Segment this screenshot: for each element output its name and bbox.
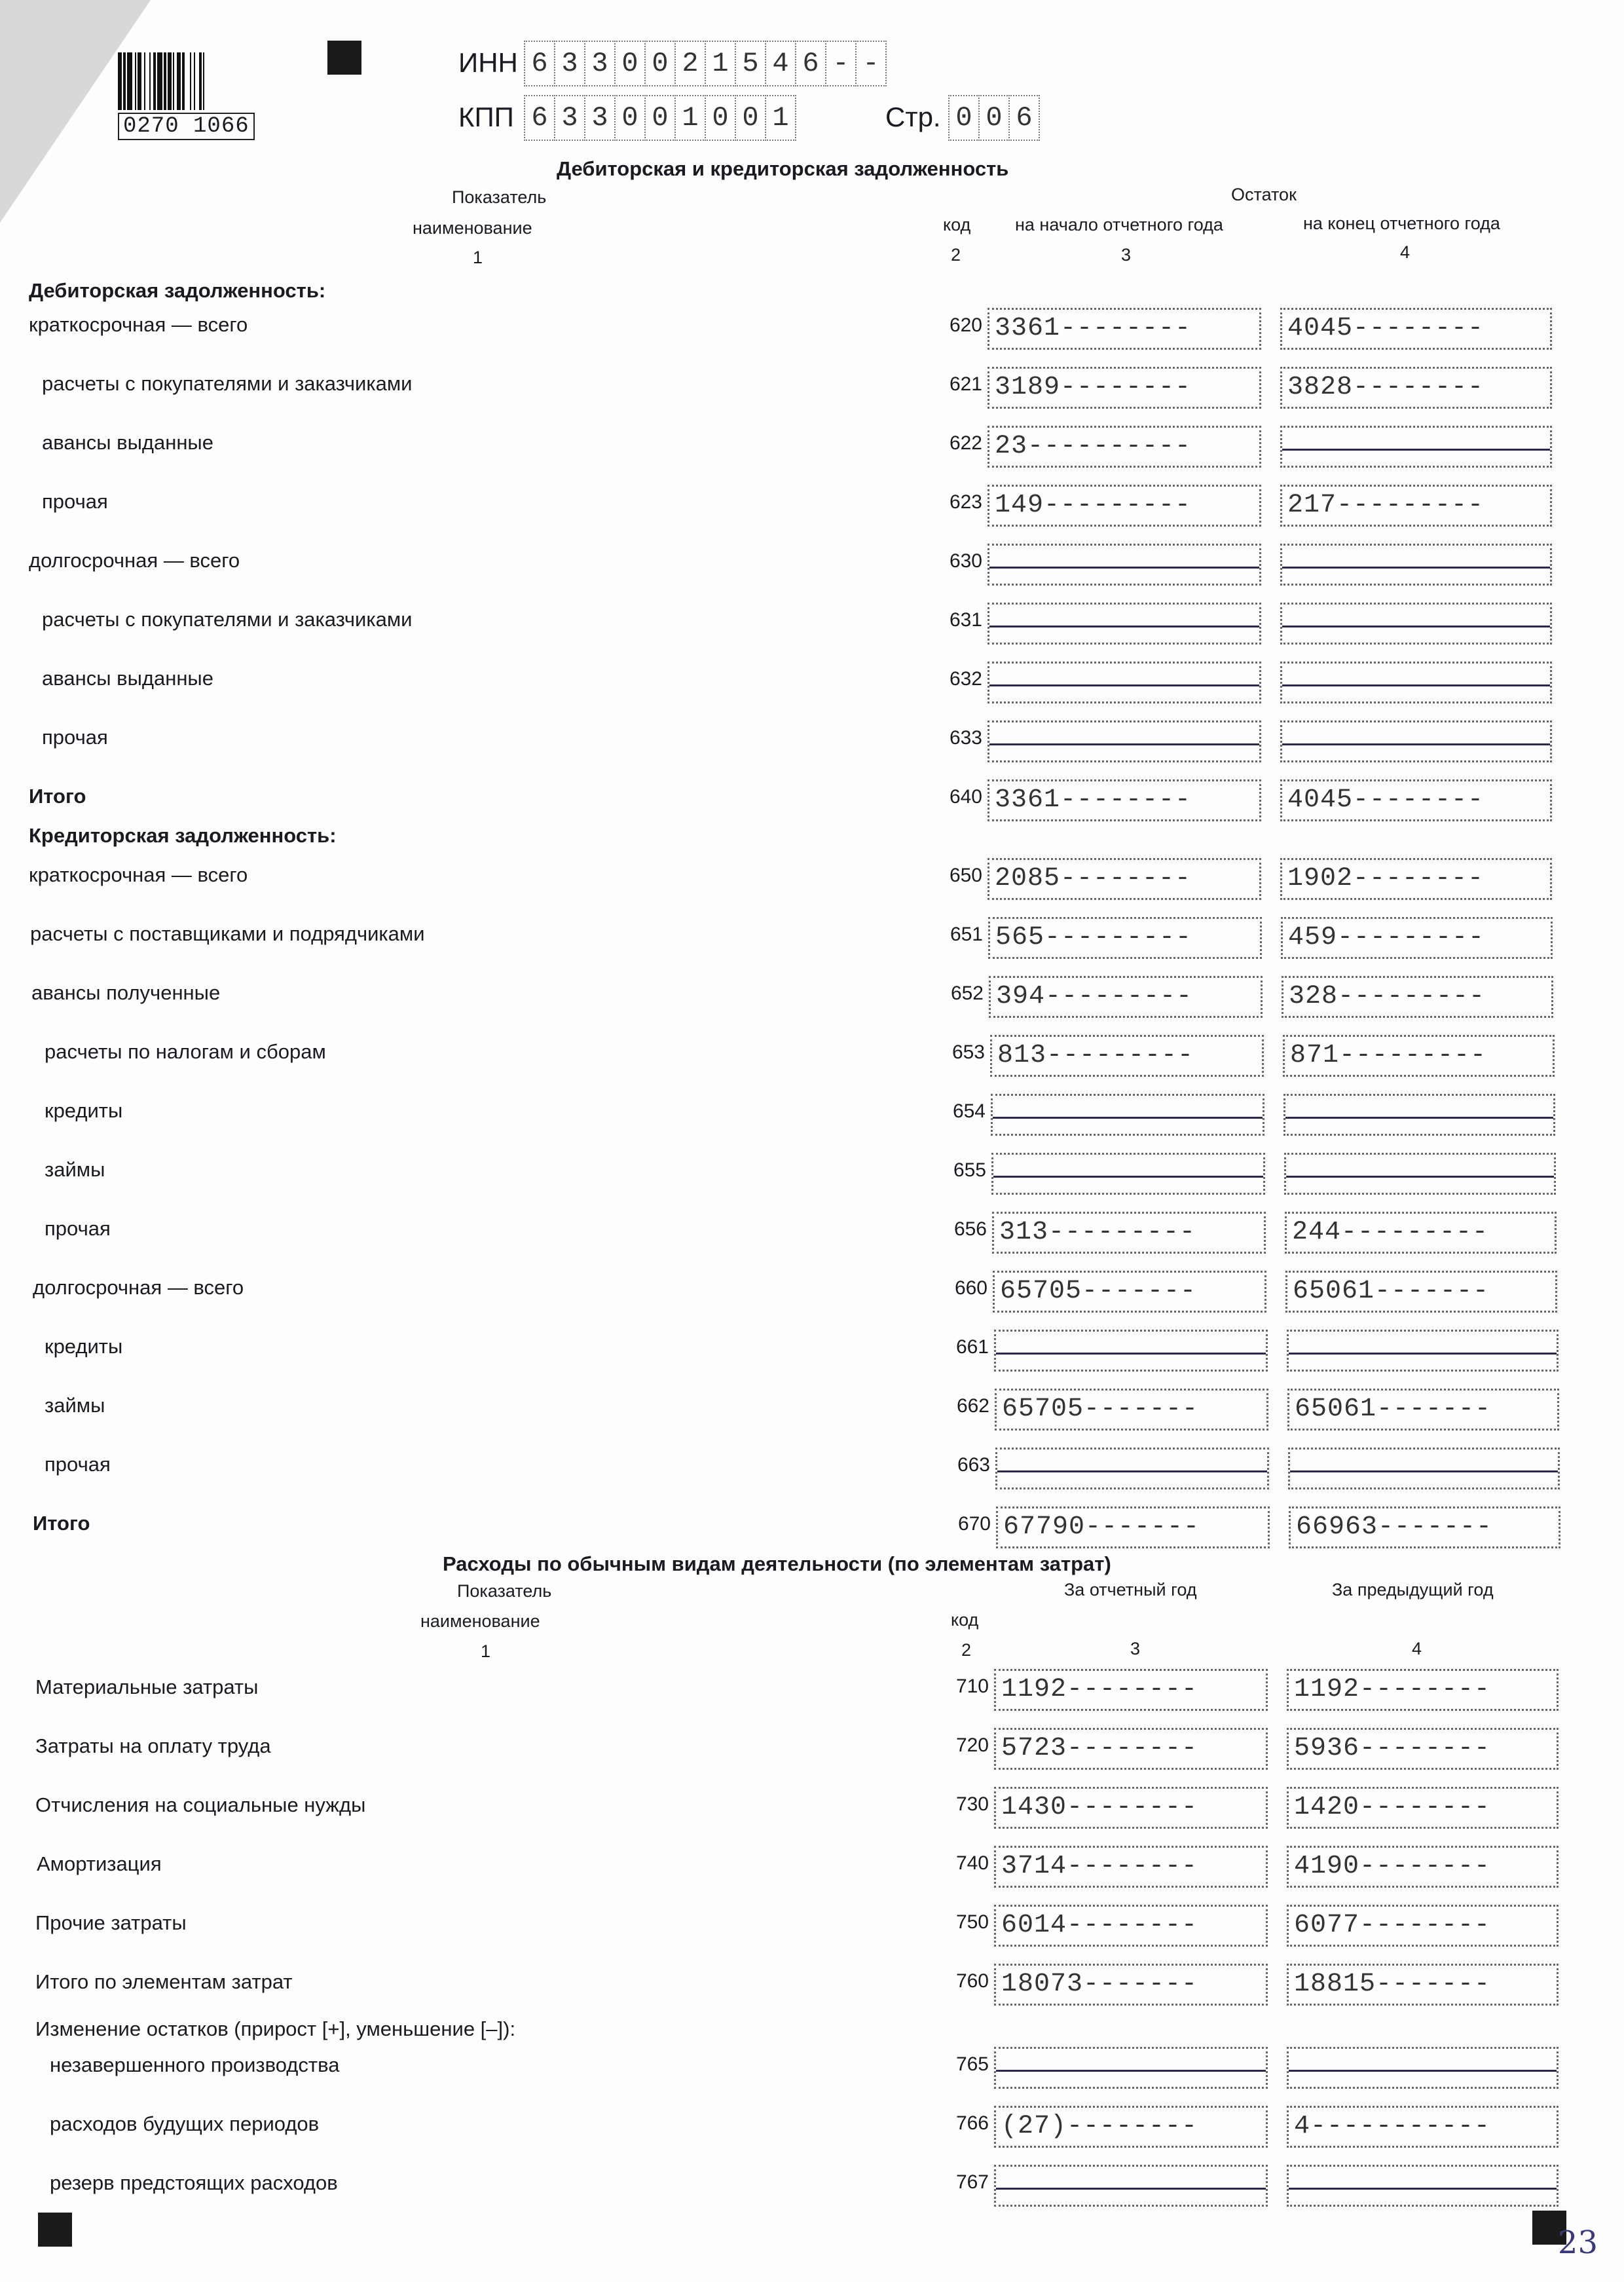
kpp-cell: 3 [554, 95, 585, 141]
debt-start-field[interactable] [991, 1153, 1265, 1195]
empty-line [993, 1117, 1263, 1119]
debt-start-value: 67790------- [1003, 1512, 1200, 1542]
debt-start-value: 65705------- [1002, 1394, 1199, 1424]
expense-current-value: (27)-------- [1001, 2112, 1198, 2141]
debt-start-field[interactable] [987, 779, 1261, 821]
expense-row-code: 766 [955, 2112, 989, 2134]
debt-row-code: 663 [957, 1454, 990, 1476]
debt-row-code: 656 [953, 1218, 987, 1240]
expense-prev-value: 5936-------- [1294, 1734, 1491, 1763]
debt-start-field[interactable] [995, 1448, 1269, 1489]
expense-row-code: 720 [955, 1734, 989, 1756]
page-cell: 6 [1008, 95, 1040, 141]
empty-line [1285, 1117, 1553, 1119]
debt-row-label: Итого [33, 1512, 90, 1535]
debt-row-code: 620 [949, 314, 982, 336]
debt-row-label: расчеты с покупателями и заказчиками [42, 608, 413, 631]
debt-end-field[interactable] [1283, 1094, 1555, 1136]
barcode-bar [185, 52, 190, 110]
debt-row-label: авансы выданные [42, 667, 213, 690]
expense-row-code: 740 [955, 1852, 989, 1874]
inn-cell: 0 [614, 41, 646, 86]
expense-current-value: 5723-------- [1001, 1734, 1198, 1763]
debt-row-code: 640 [949, 786, 982, 808]
expense-current-value: 6014-------- [1001, 1911, 1198, 1940]
expense-prev-field[interactable] [1287, 1846, 1559, 1888]
registration-marker-bottom-left [38, 2213, 72, 2247]
debt-end-field[interactable] [1280, 544, 1552, 586]
debt-col-name: наименование [413, 218, 532, 238]
barcode-bars [118, 52, 268, 110]
expense-prev-value: 4190-------- [1294, 1852, 1491, 1881]
debt-start-field[interactable] [987, 485, 1261, 527]
expense-row-label: Итого по элементам затрат [35, 1970, 293, 1993]
debt-row-label: кредиты [45, 1099, 123, 1122]
debt-row-code: 650 [949, 865, 982, 886]
debt-start-value: 23---------- [995, 432, 1192, 461]
registration-marker-top [327, 41, 361, 75]
kpp-cell: 6 [524, 95, 555, 141]
debt-section-title: Дебиторская и кредиторская задолженность [557, 157, 1009, 180]
debt-start-field[interactable] [993, 1271, 1266, 1313]
debt-start-field[interactable] [990, 1035, 1264, 1077]
expense-row-label: резерв предстоящих расходов [50, 2171, 338, 2194]
debt-end-field[interactable] [1282, 976, 1553, 1018]
barcode-bar [127, 52, 132, 110]
debt-row-code: 660 [954, 1277, 987, 1299]
expense-prev-field[interactable] [1287, 1669, 1559, 1711]
debt-end-value: 4045-------- [1287, 314, 1485, 343]
expense-row-label: незавершенного производства [50, 2053, 340, 2076]
debt-end-field[interactable] [1280, 720, 1552, 762]
debt-end-field[interactable] [1280, 858, 1552, 900]
exp-col1: 1 [481, 1641, 491, 1661]
debt-row-label: займы [45, 1158, 105, 1181]
debt-start-value: 2085-------- [995, 864, 1192, 893]
debt-end-field[interactable] [1280, 308, 1552, 350]
expense-current-field[interactable] [994, 1728, 1268, 1770]
barcode-bar [157, 52, 162, 110]
debt-row-code: 651 [950, 924, 983, 945]
expense-prev-value: 18815------- [1294, 1970, 1491, 1999]
kpp-label: КПП [458, 102, 514, 132]
debt-start-field[interactable] [989, 976, 1263, 1018]
expense-current-field[interactable] [994, 1787, 1268, 1829]
debt-start-value: 65705------- [1000, 1277, 1197, 1306]
expense-current-value: 1192-------- [1001, 1675, 1198, 1704]
expense-row-label: Прочие затраты [35, 1911, 187, 1934]
kpp-cell: 1 [674, 95, 706, 141]
inn-cell: - [855, 41, 887, 86]
debt-end-value: 1902-------- [1287, 864, 1485, 893]
expense-row-code: 765 [955, 2053, 989, 2075]
debt-start-field[interactable] [987, 720, 1261, 762]
expense-prev-field[interactable] [1287, 2106, 1559, 2148]
debt-end-field[interactable] [1280, 603, 1552, 645]
debt-row-code: 662 [956, 1395, 989, 1417]
debt-row-label: кредиты [45, 1335, 123, 1358]
debt-end-value: 65061------- [1295, 1394, 1492, 1424]
debt-row-label: прочая [42, 726, 108, 749]
debt-start-field[interactable] [995, 1389, 1268, 1431]
payables-heading: Кредиторская задолженность: [29, 824, 337, 847]
expense-prev-value: 1192-------- [1294, 1675, 1491, 1704]
expense-row-code: 730 [955, 1793, 989, 1815]
barcode-bar [204, 52, 207, 110]
debt-start-field[interactable] [987, 308, 1261, 350]
debt-row-code: 633 [949, 727, 982, 749]
kpp-cell: 0 [735, 95, 766, 141]
debt-start-field[interactable] [987, 662, 1261, 703]
debt-row-code: 621 [949, 373, 982, 395]
debt-end-value: 65061------- [1293, 1277, 1490, 1306]
page-cell: 0 [948, 95, 980, 141]
expense-current-field[interactable] [994, 1669, 1268, 1711]
debt-end-field[interactable] [1285, 1271, 1557, 1313]
inn-cell: 4 [765, 41, 796, 86]
debt-row-label: Итого [29, 785, 86, 808]
exp-col4: 4 [1412, 1639, 1422, 1658]
receivables-heading: Дебиторская задолженность: [29, 279, 326, 302]
debt-row-label: долгосрочная — всего [29, 549, 240, 572]
debt-row-code: 631 [949, 609, 982, 631]
debt-row-label: прочая [45, 1217, 111, 1240]
page-cell: 0 [978, 95, 1010, 141]
debt-col2: 2 [951, 245, 961, 265]
exp-col-indicator: Показатель [457, 1581, 552, 1601]
empty-line [996, 1353, 1266, 1355]
barcode [118, 52, 268, 139]
debt-row-code: 632 [949, 668, 982, 690]
empty-line [996, 2188, 1266, 2190]
debt-start-field[interactable] [988, 917, 1262, 959]
debt-row-code: 655 [953, 1159, 986, 1181]
debt-start-value: 313--------- [999, 1218, 1196, 1247]
expense-prev-value: 4----------- [1294, 2112, 1491, 2141]
empty-line [989, 743, 1259, 745]
exp-col-name: наименование [420, 1611, 540, 1631]
debt-end-field[interactable] [1280, 426, 1552, 468]
debt-start-field[interactable] [996, 1506, 1270, 1548]
debt-row-label: расчеты с покупателями и заказчиками [42, 372, 413, 395]
debt-start-field[interactable] [991, 1094, 1264, 1136]
debt-end-value: 459--------- [1288, 923, 1485, 952]
expense-row-label: Амортизация [37, 1852, 162, 1875]
kpp-cell: 0 [705, 95, 736, 141]
debt-start-value: 3189-------- [995, 373, 1192, 402]
empty-line [989, 626, 1259, 627]
inn-cell: 3 [554, 41, 585, 86]
inn-cell: 3 [584, 41, 616, 86]
debt-end-value: 871--------- [1290, 1041, 1487, 1070]
expense-row-code: 750 [955, 1911, 989, 1933]
debt-start-value: 3361-------- [995, 314, 1192, 343]
expense-current-field[interactable] [994, 2165, 1268, 2207]
debt-start-field[interactable] [987, 544, 1261, 586]
debt-end-field[interactable] [1284, 1153, 1556, 1195]
expense-current-field[interactable] [994, 1846, 1268, 1888]
exp-col-current: За отчетный год [1064, 1580, 1197, 1599]
expenses-section-title: Расходы по обычным видам деятельности (по элементам затрат) [443, 1552, 1111, 1575]
debt-col-indicator: Показатель [452, 187, 547, 207]
debt-end-value: 217--------- [1287, 491, 1485, 520]
debt-row-label: займы [45, 1394, 105, 1417]
expense-row-code: 710 [955, 1675, 989, 1697]
page-label: Стр. [885, 102, 941, 132]
debt-end-field[interactable] [1288, 1448, 1560, 1489]
debt-row-label: авансы полученные [31, 981, 221, 1004]
page-number: 23 [1557, 2224, 1598, 2261]
empty-line [997, 1470, 1267, 1472]
debt-row-label: краткосрочная — всего [29, 313, 248, 336]
empty-line [1282, 567, 1550, 569]
debt-end-field[interactable] [1287, 1330, 1559, 1372]
debt-row-label: долгосрочная — всего [33, 1276, 244, 1299]
empty-line [996, 2070, 1266, 2072]
debt-start-value: 394--------- [996, 982, 1193, 1011]
exp-col2: 2 [961, 1640, 972, 1660]
page-field [948, 95, 1039, 141]
debt-row-code: 661 [955, 1336, 989, 1358]
expense-row-label: расходов будущих периодов [50, 2112, 320, 2135]
change-heading: Изменение остатков (прирост [+], уменьшение [–]): [35, 2017, 516, 2040]
expense-current-field[interactable] [994, 1905, 1268, 1947]
inn-cell: - [825, 41, 857, 86]
exp-col3: 3 [1130, 1639, 1141, 1658]
debt-start-field[interactable] [987, 367, 1261, 409]
empty-line [1282, 684, 1550, 686]
expense-row-code: 767 [955, 2171, 989, 2193]
expense-current-value: 18073------- [1001, 1970, 1198, 1999]
exp-col-prev: За предыдущий год [1332, 1580, 1494, 1599]
debt-start-value: 3361-------- [995, 785, 1192, 815]
debt-row-label: прочая [42, 490, 108, 513]
kpp-cell: 1 [765, 95, 796, 141]
debt-row-code: 652 [950, 982, 984, 1004]
barcode-number: 0270 1066 [118, 113, 255, 140]
debt-start-field[interactable] [987, 858, 1261, 900]
debt-col3: 3 [1121, 245, 1132, 265]
debt-col-code: код [943, 215, 971, 234]
debt-end-value: 328--------- [1289, 982, 1486, 1011]
expense-prev-field[interactable] [1287, 2165, 1559, 2207]
debt-end-field[interactable] [1283, 1035, 1555, 1077]
debt-end-field[interactable] [1281, 917, 1553, 959]
debt-end-value: 4045-------- [1287, 785, 1485, 815]
debt-row-code: 654 [952, 1100, 986, 1122]
debt-row-code: 630 [949, 550, 982, 572]
debt-row-label: расчеты по налогам и сборам [45, 1040, 326, 1063]
debt-row-code: 670 [957, 1513, 991, 1535]
debt-start-field[interactable] [987, 603, 1261, 645]
empty-line [1289, 2070, 1557, 2072]
inn-cell: 5 [735, 41, 766, 86]
expense-row-label: Затраты на оплату труда [35, 1734, 271, 1757]
expense-prev-field[interactable] [1287, 1787, 1559, 1829]
empty-line [1282, 626, 1550, 627]
expense-current-field[interactable] [994, 2106, 1268, 2148]
inn-label: ИНН [458, 47, 518, 78]
kpp-field [524, 95, 795, 141]
debt-col-remain: Остаток [1231, 185, 1297, 204]
exp-col-code: код [951, 1610, 979, 1630]
debt-start-field[interactable] [994, 1330, 1268, 1372]
debt-col1: 1 [473, 248, 483, 267]
debt-end-field[interactable] [1285, 1212, 1557, 1254]
debt-row-label: прочая [45, 1453, 111, 1476]
debt-start-field[interactable] [987, 426, 1261, 468]
expense-row-code: 760 [955, 1970, 989, 1992]
empty-line [989, 684, 1259, 686]
debt-col-start: на начало отчетного года [1015, 215, 1223, 234]
debt-row-label: авансы выданные [42, 431, 213, 454]
expense-current-field[interactable] [994, 2047, 1268, 2089]
expense-prev-value: 6077-------- [1294, 1911, 1491, 1940]
debt-end-field[interactable] [1289, 1506, 1560, 1548]
empty-line [993, 1176, 1263, 1178]
debt-end-field[interactable] [1280, 779, 1552, 821]
debt-col-end: на конец отчетного года [1303, 214, 1500, 233]
expense-row-label: Материальные затраты [35, 1675, 259, 1698]
debt-end-value: 66963------- [1296, 1512, 1493, 1542]
inn-cell: 0 [644, 41, 676, 86]
kpp-cell: 0 [644, 95, 676, 141]
debt-end-field[interactable] [1280, 485, 1552, 527]
debt-row-label: расчеты с поставщиками и подрядчиками [30, 922, 425, 945]
expense-current-value: 1430-------- [1001, 1793, 1198, 1822]
expense-row-label: Отчисления на социальные нужды [35, 1793, 366, 1816]
debt-end-field[interactable] [1287, 1389, 1559, 1431]
kpp-cell: 0 [614, 95, 646, 141]
kpp-cell: 3 [584, 95, 616, 141]
debt-end-value: 244--------- [1292, 1218, 1489, 1247]
inn-field [524, 41, 885, 86]
debt-end-field[interactable] [1280, 662, 1552, 703]
expense-current-value: 3714-------- [1001, 1852, 1198, 1881]
expense-current-field[interactable] [994, 1964, 1268, 2006]
debt-end-field[interactable] [1280, 367, 1552, 409]
empty-line [989, 567, 1259, 569]
expense-prev-field[interactable] [1287, 2047, 1559, 2089]
inn-cell: 2 [674, 41, 706, 86]
debt-row-code: 623 [949, 491, 982, 513]
debt-row-code: 622 [949, 432, 982, 454]
inn-cell: 6 [524, 41, 555, 86]
empty-line [1282, 743, 1550, 745]
expense-prev-value: 1420-------- [1294, 1793, 1491, 1822]
debt-start-field[interactable] [992, 1212, 1266, 1254]
expense-prev-field[interactable] [1287, 1905, 1559, 1947]
debt-row-label: краткосрочная — всего [29, 863, 248, 886]
debt-start-value: 149--------- [995, 491, 1192, 520]
expense-prev-field[interactable] [1287, 1964, 1559, 2006]
debt-end-value: 3828-------- [1287, 373, 1485, 402]
expense-prev-field[interactable] [1287, 1728, 1559, 1770]
debt-col4: 4 [1400, 242, 1411, 262]
debt-start-value: 813--------- [997, 1041, 1194, 1070]
empty-line [1289, 1353, 1557, 1355]
inn-cell: 1 [705, 41, 736, 86]
empty-line [1286, 1176, 1554, 1178]
debt-row-code: 653 [951, 1041, 985, 1063]
debt-start-value: 565--------- [995, 923, 1192, 952]
empty-line [1282, 449, 1550, 451]
inn-cell: 6 [795, 41, 826, 86]
empty-line [1290, 1470, 1558, 1472]
empty-line [1289, 2188, 1557, 2190]
